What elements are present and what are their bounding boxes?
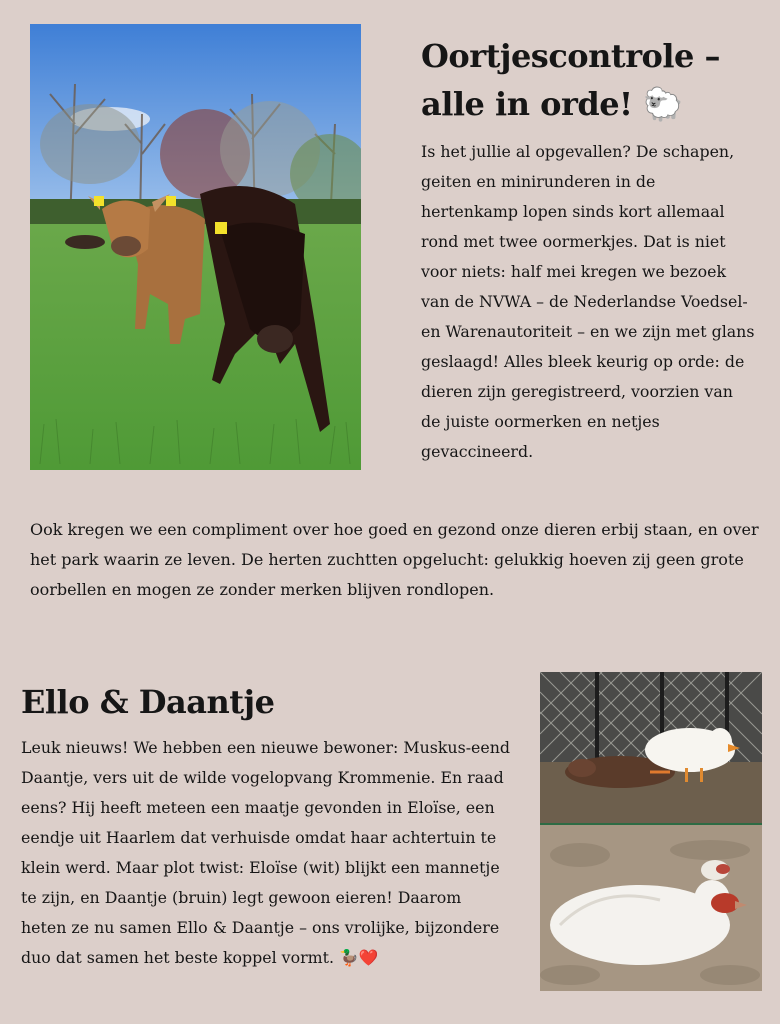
- article-intro-ear-check: Is het jullie al opgevallen? De schapen, geiten en minirunderen in de hertenkamp lopen sinds kort allemaal rond met twee oormerkjes. Dat is niet voor niets: half mei kregen we bezoek van de NVWA – de Nederlandse Voedsel- en Warenautoriteit – en we zijn met glans geslaagd! Alles bleek keurig op orde: de dieren zijn geregistreerd, voorzien van de juiste oormerken en netjes gevaccineerd.: [421, 142, 755, 461]
- muscovy-duck-photo: [540, 825, 762, 991]
- calves-photo: [30, 24, 361, 470]
- article-body-ello-daantje: Leuk nieuws! We hebben een nieuwe bewoner: Muskus-eend Daantje, vers uit de wilde vogelopvang Krommenie. En raad eens? Hij heeft meteen een maatje gevonden in Eloïse, een eendje uit Haarlem dat verhuisde omdat haar achtertuin te klein werd. Maar plot twist: Eloïse (wit) blijkt een mannetje te zijn, en Daantje (bruin) legt gewoon eieren! Daarom heten ze nu samen Ello & Daantje – ons vrolijke, bijzondere duo dat samen het beste koppel vormt. 🦆❤️: [21, 738, 511, 967]
- ducks-fence-photo: [540, 672, 762, 823]
- article-followup-ear-check: Ook kregen we een compliment over hoe goed en gezond onze dieren erbij staan, en over het park waarin ze leven. De herten zuchtten opgelucht: gelukkig hoeven zij geen grote oorbellen en mogen ze zonder merken blijven rondlopen.: [30, 520, 759, 599]
- article-title-ello-daantje: Ello & Daantje: [21, 683, 275, 721]
- article-title-ear-check: Oortjescontrole – alle in orde! 🐑: [421, 37, 721, 123]
